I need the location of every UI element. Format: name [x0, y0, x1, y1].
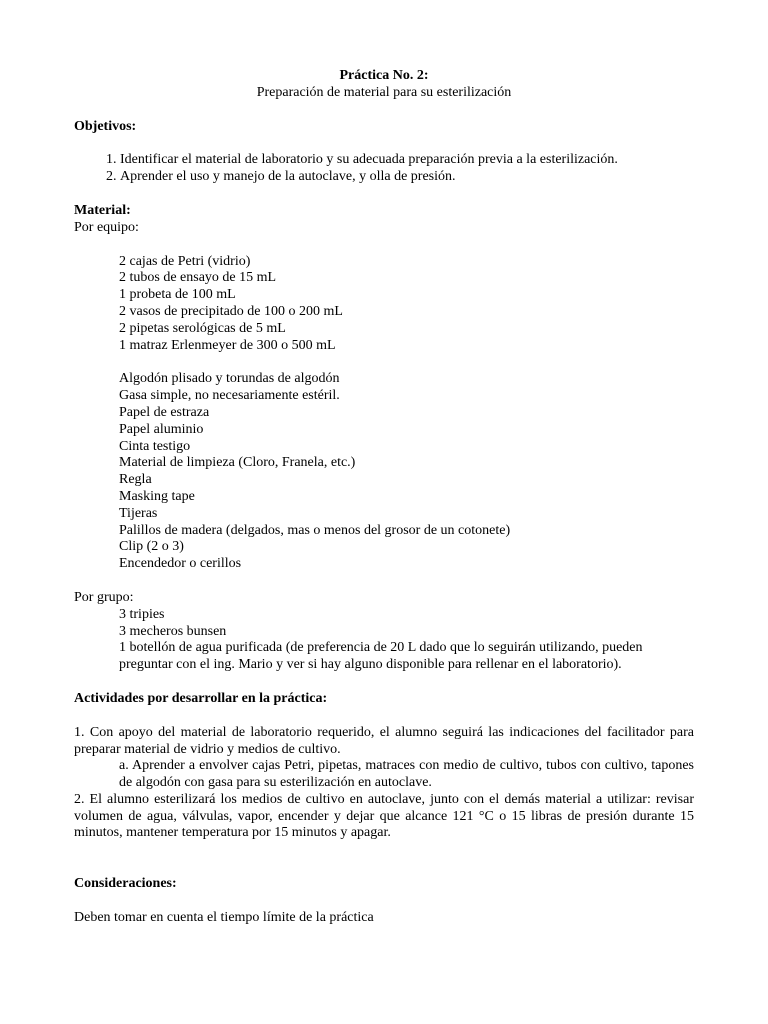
- list-item: 3 tripies: [119, 606, 165, 622]
- glassware-list: [119, 254, 694, 355]
- document-content: [74, 68, 694, 927]
- activity-item-2: 2. El alumno esterilizará los medios de cultivo en autoclave, junto con el demás material a utilizar: revisar volumen de agua, válvulas, vapor, encender y dejar que alcance 121 °C o 15 libras de presión durante 15 minutos, mantener temperatura por 15 minutos y apagar.: [74, 791, 694, 841]
- group-list: [119, 607, 694, 674]
- list-item: 2 cajas de Petri (vidrio): [119, 253, 251, 269]
- list-item: Masking tape: [119, 488, 195, 504]
- list-item: 3 mecheros bunsen: [119, 623, 227, 639]
- objectives-list: [74, 152, 694, 186]
- list-item: 2 vasos de precipitado de 100 o 200 mL: [119, 303, 343, 319]
- objective-item: 1. Identificar el material de laboratorio y su adecuada preparación previa a la esterilización.: [120, 152, 694, 169]
- activity-item-1a: a. Aprender a envolver cajas Petri, pipetas, matraces con medio de cultivo, tubos con cultivo, tapones de algodón con gasa para su esterilización en autoclave.: [119, 758, 694, 791]
- list-item: 2 tubos de ensayo de 15 mL: [119, 270, 277, 286]
- list-item: Clip (2 o 3): [119, 539, 184, 555]
- list-item: Material de limpieza (Cloro, Franela, etc.): [119, 455, 356, 471]
- objective-item: 2. Aprender el uso y manejo de la autoclave, y olla de presión.: [120, 169, 694, 186]
- list-item: Encendedor o cerillos: [119, 556, 242, 572]
- list-item: Regla: [119, 472, 152, 488]
- list-item: Cinta testigo: [119, 438, 191, 454]
- list-item: 1 probeta de 100 mL: [119, 287, 236, 303]
- list-item: 2 pipetas serológicas de 5 mL: [119, 320, 286, 336]
- list-item: Gasa simple, no necesariamente estéril.: [119, 388, 340, 404]
- activities-heading: Actividades por desarrollar en la práctica:: [74, 690, 328, 706]
- objectives-heading: Objetivos:: [74, 118, 137, 134]
- por-grupo-label: Por grupo:: [74, 589, 134, 605]
- por-equipo-label: Por equipo:: [74, 219, 139, 235]
- activity-item-1: 1. Con apoyo del material de laboratorio requerido, el alumno seguirá las indicaciones del facilitador para preparar material de vidrio y medios de cultivo.: [74, 724, 694, 757]
- practice-subtitle: Preparación de material para su esterilización: [256, 84, 512, 100]
- list-item: 1 botellón de agua purificada (de preferencia de 20 L dado que lo seguirán utilizando, pueden preguntar con el ing. Mario y ver si hay alguno disponible para rellenar en el laboratorio).: [119, 640, 643, 673]
- considerations-heading: Consideraciones:: [74, 876, 177, 892]
- list-item: Papel de estraza: [119, 404, 210, 420]
- list-item: Tijeras: [119, 505, 158, 521]
- list-item: Palillos de madera (delgados, mas o menos del grosor de un cotonete): [119, 522, 511, 538]
- material-heading: Material:: [74, 202, 131, 218]
- list-item: Algodón plisado y torundas de algodón: [119, 371, 340, 387]
- supplies-list: [119, 371, 694, 573]
- list-item: Papel aluminio: [119, 421, 204, 437]
- considerations-text: Deben tomar en cuenta el tiempo límite de la práctica: [74, 910, 374, 926]
- list-item: 1 matraz Erlenmeyer de 300 o 500 mL: [119, 337, 336, 353]
- practice-title: Práctica No. 2:: [339, 68, 429, 83]
